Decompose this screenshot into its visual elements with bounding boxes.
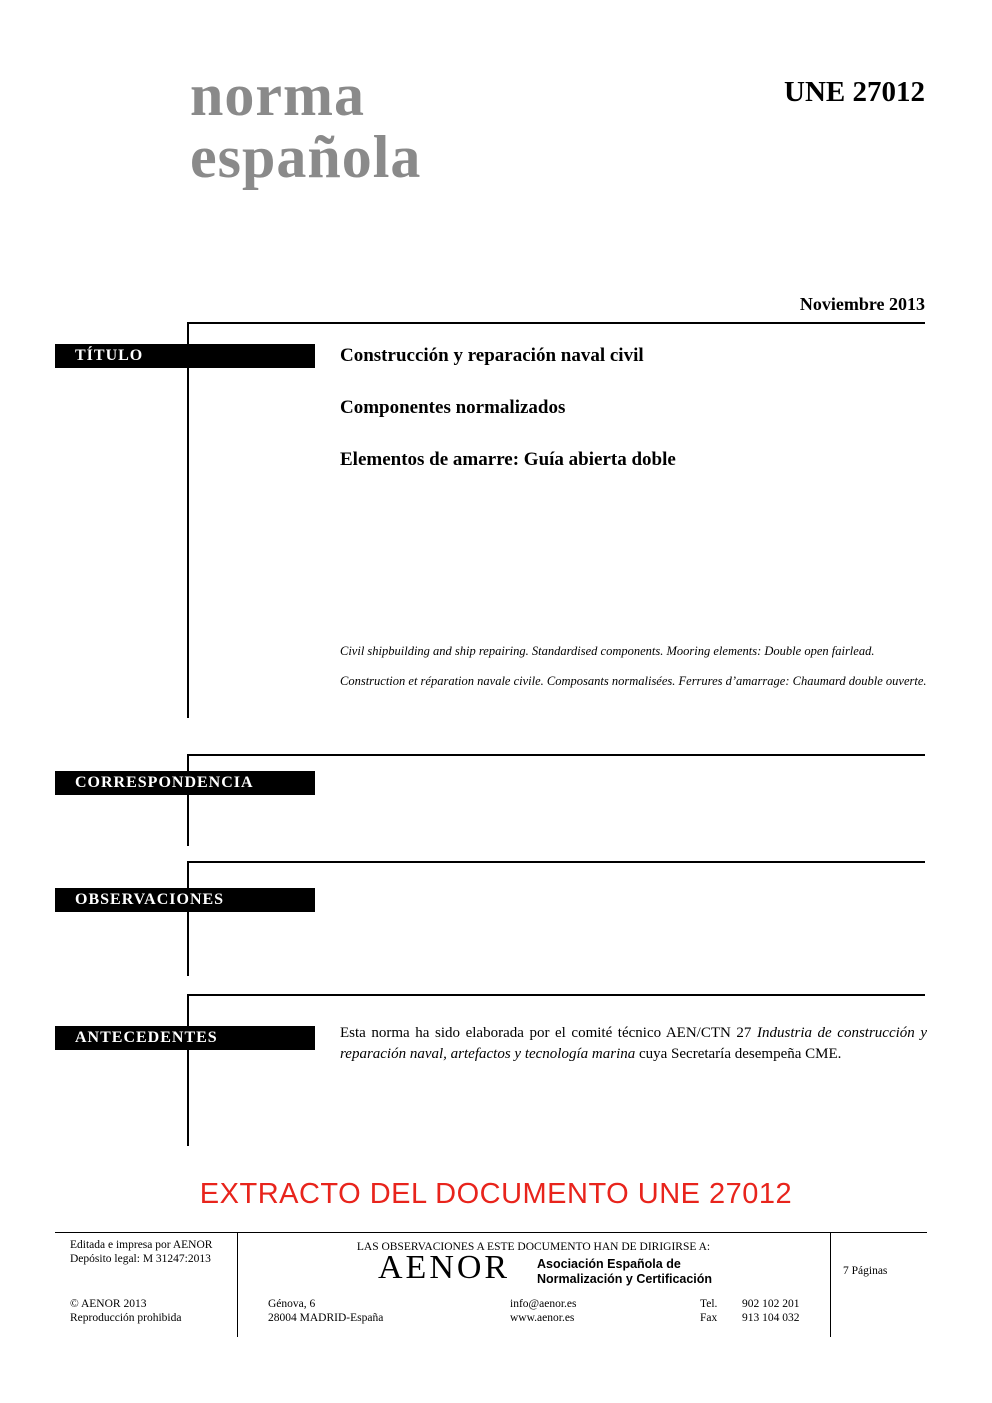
- title-french-translation: Construction et réparation navale civile. Composants normalisées. Ferrures d’amarrage: Chaumard double ouverte.: [340, 674, 927, 688]
- aenor-subtitle-line-2: Normalización y Certificación: [537, 1272, 713, 1286]
- footer-copyright-line-1: © AENOR 2013: [70, 1298, 147, 1310]
- antecedentes-text-before: Esta norma ha sido elaborada por el comité técnico AEN/CTN 27: [340, 1025, 757, 1041]
- footer-fax-row: [700, 1311, 800, 1325]
- footer-copyright-line-2: Reproducción prohibida: [70, 1312, 182, 1324]
- aenor-subtitle-line-1: Asociación Española de: [537, 1257, 681, 1271]
- observaciones-rule: [187, 861, 925, 863]
- footer-copyright: [70, 1297, 181, 1325]
- antecedentes-label: [55, 1026, 315, 1050]
- correspondencia-rule: [187, 754, 925, 756]
- title-line-3: Elementos de amarre: Guía abierta doble: [340, 449, 676, 470]
- observaciones-section-vertical-rule: [187, 861, 189, 976]
- observaciones-label: [55, 888, 315, 912]
- footer-page-count: 7 Páginas: [843, 1265, 888, 1277]
- footer-phone-fax: [700, 1297, 800, 1325]
- footer-publisher-line-1: Editada e impresa por AENOR: [70, 1239, 213, 1251]
- document-code: UNE 27012: [784, 76, 925, 108]
- footer-tel-label: Tel.: [700, 1298, 718, 1310]
- footer-rule: [55, 1232, 927, 1233]
- aenor-logo: AENOR: [378, 1249, 511, 1286]
- footer-website: www.aenor.es: [510, 1312, 575, 1324]
- footer-divider-right: [830, 1232, 831, 1337]
- antecedentes-text-after: cuya Secretaría desempeña CME.: [635, 1046, 842, 1063]
- footer-address: [268, 1297, 383, 1325]
- footer-publisher: [70, 1238, 212, 1266]
- aenor-logo-subtitle: [537, 1257, 712, 1287]
- footer-observations-notice: LAS OBSERVACIONES A ESTE DOCUMENTO HAN DE DIRIGIRSE A:: [356, 1241, 711, 1253]
- footer-address-line-2: 28004 MADRID-España: [268, 1312, 384, 1324]
- document-date: Noviembre 2013: [799, 294, 925, 314]
- antecedentes-section-vertical-rule: [187, 994, 189, 1146]
- header-rule: [187, 322, 925, 324]
- footer-tel-row: [700, 1297, 800, 1311]
- footer-fax-label: Fax: [700, 1312, 718, 1324]
- title-english-translation: Civil shipbuilding and ship repairing. Standardised components. Mooring elements: Double open fairlead.: [340, 644, 875, 658]
- footer-address-line-1: Génova, 6: [268, 1298, 316, 1310]
- footer-email: info@aenor.es: [510, 1298, 577, 1310]
- title-line-1: Construcción y reparación naval civil: [340, 345, 644, 366]
- extracto-notice: EXTRACTO DEL DOCUMENTO UNE 27012: [199, 1178, 793, 1210]
- antecedentes-rule: [187, 994, 925, 996]
- titulo-label: [55, 344, 315, 368]
- antecedentes-label-text: ANTECEDENTES: [75, 1029, 218, 1046]
- antecedentes-text-italic: Industria de construcción y reparación naval, artefactos y tecnología marina: [340, 1025, 927, 1063]
- footer-publisher-line-2: Depósito legal: M 31247:2013: [70, 1253, 211, 1265]
- correspondencia-section-vertical-rule: [187, 754, 189, 846]
- correspondencia-label: [55, 771, 315, 795]
- footer-tel-number: 902 102 201: [742, 1298, 800, 1310]
- correspondencia-label-text: CORRESPONDENCIA: [75, 774, 254, 791]
- footer-fax-number: 913 104 032: [742, 1312, 800, 1324]
- antecedentes-text: [340, 1023, 927, 1066]
- titulo-section-vertical-rule: [187, 322, 189, 718]
- norma-espanola-wordmark: [190, 64, 421, 188]
- title-line-2: Componentes normalizados: [340, 397, 566, 418]
- observaciones-label-text: OBSERVACIONES: [75, 891, 225, 908]
- brand-line-1: norma: [190, 62, 365, 128]
- titulo-label-text: TÍTULO: [75, 347, 144, 364]
- footer-contact: [510, 1297, 576, 1325]
- brand-line-2: española: [190, 124, 422, 190]
